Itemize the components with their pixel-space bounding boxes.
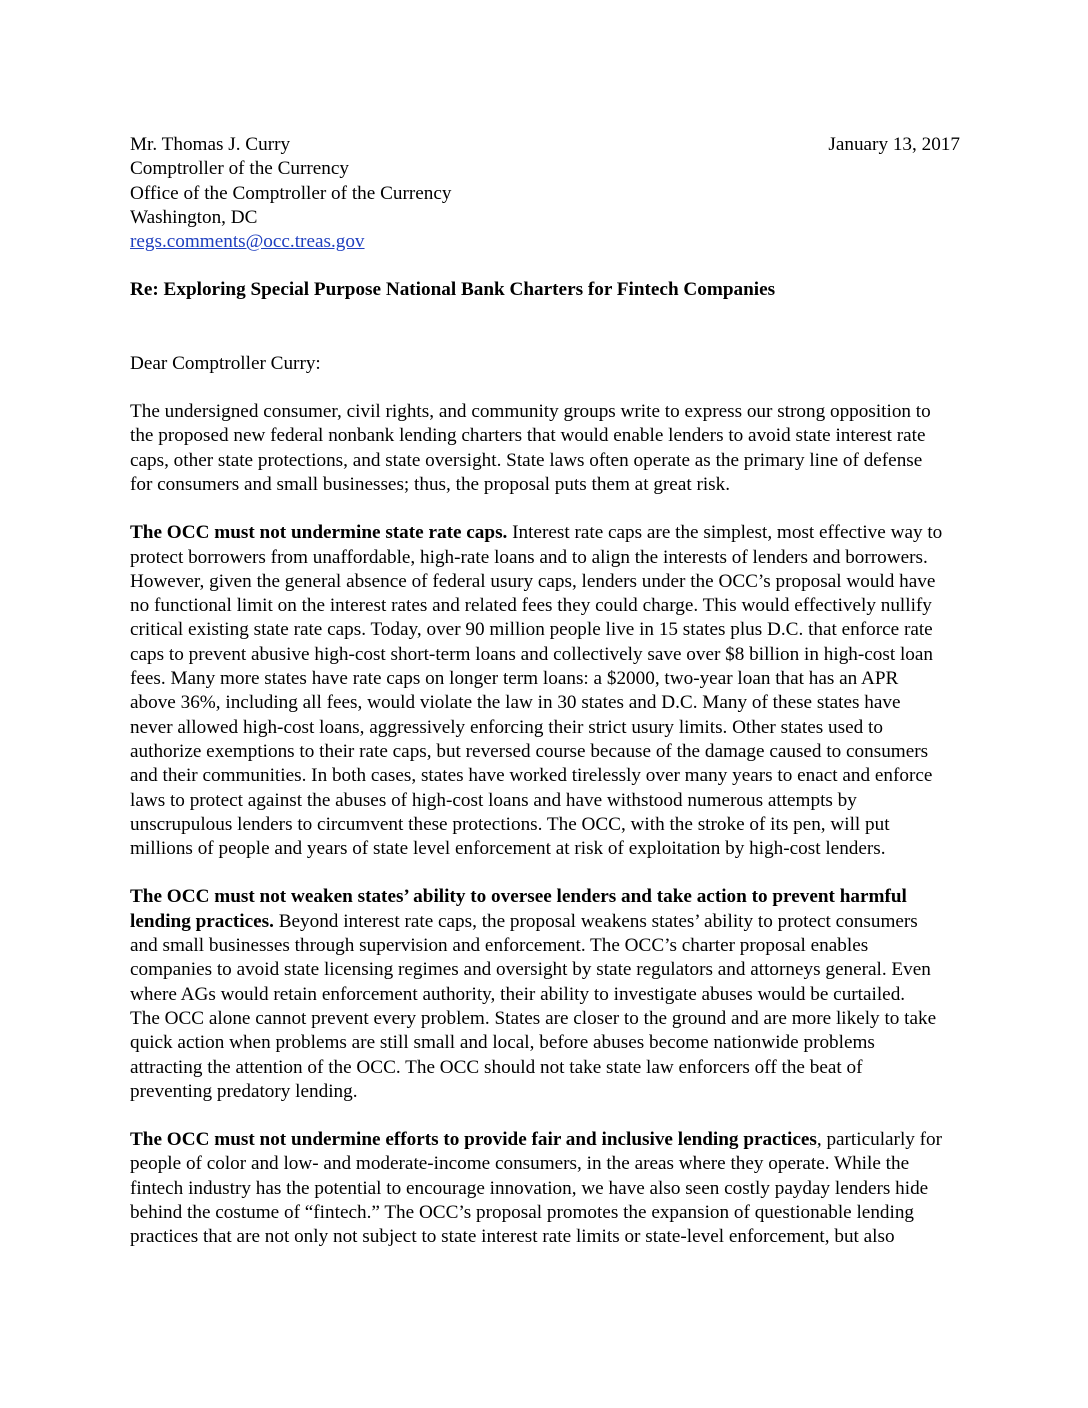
- recipient-office: Office of the Comptroller of the Currency: [130, 182, 452, 204]
- recipient-name: Mr. Thomas J. Curry: [130, 134, 291, 155]
- paragraph-line: caps, other state protections, and state oversight. State laws often operate as the primary line of defense: [130, 449, 923, 471]
- paragraph-line: people of color and low- and moderate-income consumers, in the areas where they operate. While the: [130, 1153, 910, 1175]
- oversight-heading: The OCC must not weaken states’ ability to oversee lenders and take action to prevent harmful: [130, 886, 907, 908]
- fair-lending-paragraph: [130, 1128, 960, 1249]
- paragraph-line: no functional limit on the interest rates and related fees they could charge. This would effectively nullify: [130, 595, 932, 617]
- letter-page: [130, 133, 960, 1250]
- paragraph-line: millions of people and years of state level enforcement at risk of exploitation by high-cost lenders.: [130, 838, 886, 860]
- paragraph-line: The undersigned consumer, civil rights, and community groups write to express our strong opposition to: [130, 401, 931, 423]
- rate-caps-paragraph: [130, 521, 960, 861]
- letter-date: January 13, 2017: [828, 134, 960, 155]
- paragraph-line: laws to protect against the abuses of high-cost loans and have withstood numerous attempts by: [130, 789, 857, 811]
- paragraph-text: Beyond interest rate caps, the proposal weakens states’ ability to protect consumers: [273, 910, 918, 932]
- paragraph-line: However, given the general absence of federal usury caps, lenders under the OCC’s proposal would have: [130, 570, 936, 592]
- paragraph-line: The OCC alone cannot prevent every problem. States are closer to the ground and are more likely to take: [130, 1007, 937, 1029]
- recipient-title: Comptroller of the Currency: [130, 158, 349, 180]
- paragraph-line: and small businesses through supervision and enforcement. The OCC’s charter proposal enables: [130, 935, 869, 957]
- oversight-paragraph: [130, 885, 960, 1104]
- paragraph-line: quick action when problems are still small and local, before abuses become nationwide problems: [130, 1032, 875, 1054]
- paragraph-text: Interest rate caps are the simplest, most effective way to: [507, 522, 943, 544]
- paragraph-line: companies to avoid state licensing regimes and oversight by state regulators and attorneys general. Even: [130, 959, 931, 981]
- paragraph-line: for consumers and small businesses; thus, the proposal puts them at great risk.: [130, 473, 731, 495]
- salutation: Dear Comptroller Curry:: [130, 352, 321, 374]
- paragraph-text: , particularly for: [816, 1129, 943, 1151]
- letter-header: [130, 133, 960, 254]
- oversight-heading-end: lending practices.: [130, 910, 274, 932]
- paragraph-line: authorize exemptions to their rate caps, but reversed course because of the damage caused to consumers: [130, 740, 929, 762]
- subject-line: Re: Exploring Special Purpose National Bank Charters for Fintech Companies: [130, 279, 776, 301]
- recipient-email-link[interactable]: regs.comments@occ.treas.gov: [130, 231, 365, 253]
- paragraph-line: protect borrowers from unaffordable, high-rate loans and to align the interests of lenders and borrowers.: [130, 546, 928, 568]
- intro-paragraph: [130, 400, 960, 497]
- paragraph-line: attracting the attention of the OCC. The OCC should not take state law enforcers off the beat of: [130, 1056, 863, 1078]
- paragraph-line: where AGs would retain enforcement authority, their ability to investigate abuses would be curtailed.: [130, 983, 906, 1005]
- fair-lending-heading: The OCC must not undermine efforts to provide fair and inclusive lending practices: [130, 1129, 817, 1151]
- paragraph-line: caps to prevent abusive high-cost short-term loans and collectively save over $8 billion in high-cost loan: [130, 643, 934, 665]
- paragraph-line: never allowed high-cost loans, aggressively enforcing their strict usury limits. Other states used to: [130, 716, 883, 738]
- paragraph-line: [130, 1128, 960, 1152]
- recipient-city: Washington, DC: [130, 206, 258, 228]
- rate-caps-heading: The OCC must not undermine state rate caps.: [130, 522, 508, 544]
- paragraph-line: fees. Many more states have rate caps on longer term loans: a $2000, two-year loan that has an APR: [130, 668, 899, 690]
- paragraph-line: the proposed new federal nonbank lending charters that would enable lenders to avoid state interest rate: [130, 425, 926, 447]
- paragraph-line: unscrupulous lenders to circumvent these protections. The OCC, with the stroke of its pen, will put: [130, 813, 890, 835]
- paragraph-line: preventing predatory lending.: [130, 1080, 358, 1102]
- paragraph-line: [130, 910, 960, 934]
- paragraph-line: [130, 521, 960, 545]
- paragraph-line: above 36%, including all fees, would violate the law in 30 states and D.C. Many of these states have: [130, 692, 901, 714]
- paragraph-line: practices that are not only not subject to state interest rate limits or state-level enforcement, but also: [130, 1226, 895, 1248]
- paragraph-line: fintech industry has the potential to encourage innovation, we have also seen costly payday lenders hide: [130, 1177, 929, 1199]
- paragraph-line: and their communities. In both cases, states have worked tirelessly over many years to enact and enforce: [130, 765, 933, 787]
- paragraph-line: behind the costume of “fintech.” The OCC’s proposal promotes the expansion of questionable lending: [130, 1201, 915, 1223]
- paragraph-line: critical existing state rate caps. Today, over 90 million people live in 15 states plus D.C. that enforce rate: [130, 619, 933, 641]
